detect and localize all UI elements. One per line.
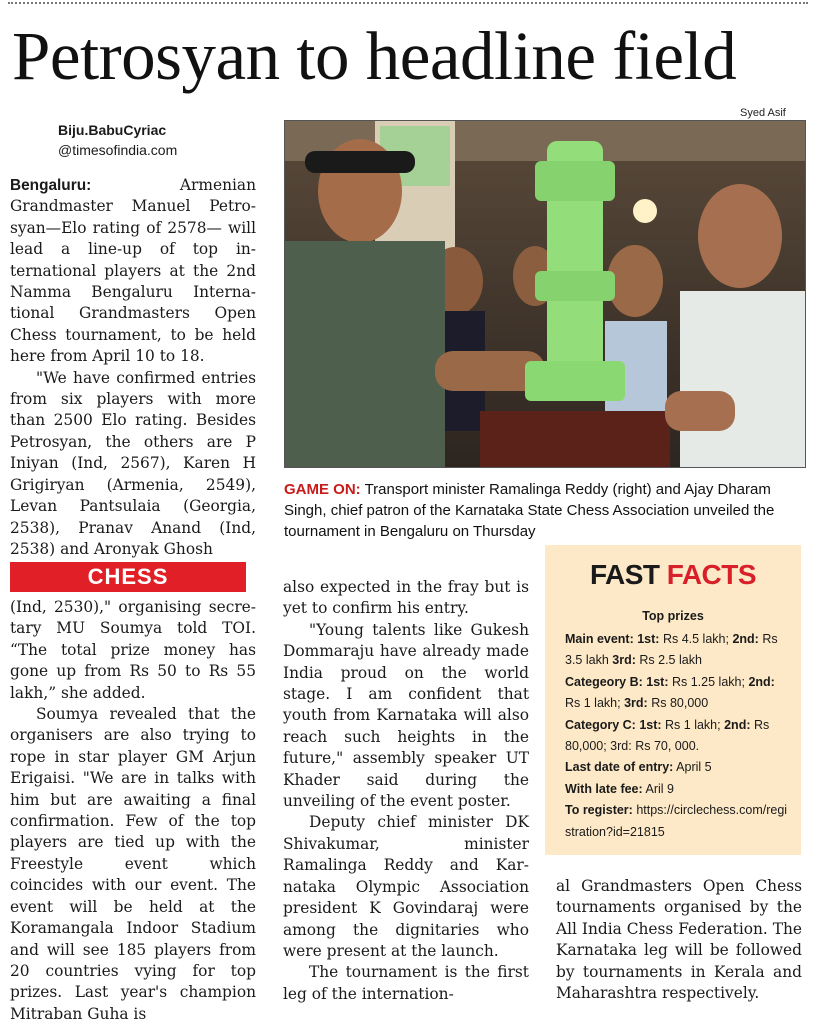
paragraph bbox=[10, 597, 256, 704]
fact-main-event bbox=[565, 629, 791, 672]
paragraph-text: Deputy chief minister DK Shivakumar, minister Ramalinga Reddy and Karnataka Olympic Association president K Govindaraj were among the dignitaries who were present at the launch. bbox=[283, 813, 529, 960]
fact-late-fee bbox=[565, 779, 791, 800]
photo-illustration bbox=[285, 121, 805, 467]
fast-facts-title-b: FACTS bbox=[666, 559, 757, 590]
caption-label: GAME ON: bbox=[284, 481, 361, 498]
byline bbox=[58, 120, 258, 160]
paragraph-text: "Young talents like Gukesh Dommaraju have already made India proud on the world stage. I am confident that youth from Karnataka will also reach such heights in the future," assembly speaker UT Khader said during the unveiling of the event poster. bbox=[283, 620, 529, 811]
fact-value: Rs 4.5 lakh; bbox=[662, 632, 729, 646]
fact-label: To register: bbox=[565, 803, 633, 818]
paragraph bbox=[10, 704, 256, 1025]
paragraph bbox=[283, 812, 529, 962]
fast-facts-subtitle: Top prizes bbox=[642, 609, 704, 623]
fact-last-date bbox=[565, 757, 791, 778]
fast-facts-box bbox=[545, 545, 801, 855]
fact-value: Rs 1 lakh; bbox=[565, 696, 621, 711]
article-col3 bbox=[556, 876, 802, 1004]
caption-text: Transport minister Ramalinga Reddy (right) and Ajay Dharam Singh, chief patron of the Karnataka State Chess Association unveiled the tournament in Bengaluru on Thursday bbox=[284, 481, 775, 540]
paragraph bbox=[10, 175, 256, 368]
fact-label: Categeory B: 1st: bbox=[565, 674, 669, 689]
paragraph-text: The tournament is the first leg of the internation- bbox=[283, 963, 529, 1003]
fact-register bbox=[565, 800, 791, 843]
fact-label: 2nd: bbox=[748, 674, 775, 689]
fact-label: 2nd: bbox=[732, 632, 759, 646]
paragraph-text: al Grandmasters Open Chess tournaments organised by the All India Chess Federation. The Karnataka leg will be followed by tournaments in Kerala and Maharashtra respectively. bbox=[556, 877, 802, 1003]
headline: Petrosyan to headline field bbox=[12, 18, 737, 94]
fact-value: Aril 9 bbox=[645, 781, 674, 796]
fast-facts-body bbox=[565, 629, 791, 843]
photo-credit: Syed Asif bbox=[740, 107, 786, 119]
fact-value: Rs 1.25 lakh; bbox=[671, 674, 745, 689]
fact-label: Last date of entry: bbox=[565, 760, 674, 775]
paragraph-text: "We have confirmed entries from six players with more than 2500 Elo rating. Besides Petrosyan, the others are P Iniyan (Ind, 2567), Karen H Grigiryan (Armenia, 2549), Levan Pantsulaia (Georgia, 2538), Pranav Anand (Ind, 2538) and Aronyak Ghosh bbox=[10, 368, 256, 558]
article-col2 bbox=[283, 577, 529, 1005]
paragraph-text: Armenian Grandmaster Manuel Petrosyan—Elo rating of 2578— will lead a line-up of top international players at the 2nd Namma Bengaluru International Grandmasters Open Chess tournament, to be held here from April 10 to 18. bbox=[10, 176, 256, 366]
fact-label: Category C: 1st: bbox=[565, 717, 662, 732]
fact-label: 3rd: bbox=[624, 696, 648, 711]
paragraph bbox=[283, 962, 529, 1005]
fast-facts-title bbox=[545, 559, 801, 591]
paragraph bbox=[283, 577, 529, 620]
paragraph-text: also expected in the fray but is yet to confirm his entry. bbox=[283, 578, 529, 618]
news-photo bbox=[284, 120, 806, 468]
paragraph bbox=[10, 368, 256, 561]
fact-category-b bbox=[565, 672, 791, 715]
fact-value: April 5 bbox=[676, 760, 712, 775]
article-col1-upper bbox=[10, 175, 256, 560]
article-col1-lower bbox=[10, 597, 256, 1025]
paragraph bbox=[556, 876, 802, 1004]
dateline: Bengaluru: bbox=[10, 177, 92, 194]
paragraph bbox=[283, 620, 529, 813]
register-link[interactable]: https://circlechess.com/registration?id=21815 bbox=[565, 803, 788, 839]
fact-value: Rs 3.5 lakh bbox=[565, 632, 778, 668]
fact-label: Main event: 1st: bbox=[565, 632, 660, 646]
fact-value: Rs 1 lakh; bbox=[665, 717, 721, 732]
byline-email: @timesofindia.com bbox=[58, 142, 178, 158]
fact-value: Rs 80,000; 3rd: Rs 70, 000. bbox=[565, 717, 770, 754]
top-dotted-rule bbox=[8, 2, 808, 4]
section-tag-chess: CHESS bbox=[10, 562, 246, 592]
fact-label: With late fee: bbox=[565, 781, 643, 796]
paragraph-text: (Ind, 2530)," organising secretary MU Soumya told TOI. “The total prize money has gone up from Rs 50 to Rs 55 lakh,” she added. bbox=[10, 598, 256, 702]
fact-label: 3rd: bbox=[612, 653, 636, 668]
fact-value: Rs 80,000 bbox=[651, 696, 709, 711]
fact-category-c bbox=[565, 715, 791, 758]
paragraph-text: Soumya revealed that the organisers are also trying to rope in star player GM Arjun Erigaisi. "We are in talks with him but are awaiting a final confirmation. Few of the top players are tied up with the Freestyle event which coincides with our event. The event will be held at the Koramangala Indoor Stadium and will see 185 players from 20 countries vying for top prizes. Last year's champion Mitraban Guha is bbox=[10, 705, 256, 1023]
byline-name: Biju.BabuCyriac bbox=[58, 122, 167, 138]
fact-label: 2nd: bbox=[724, 717, 751, 732]
fast-facts-title-a: FAST bbox=[589, 559, 660, 590]
fact-value: Rs 2.5 lakh bbox=[639, 653, 702, 668]
photo-caption bbox=[284, 479, 802, 542]
